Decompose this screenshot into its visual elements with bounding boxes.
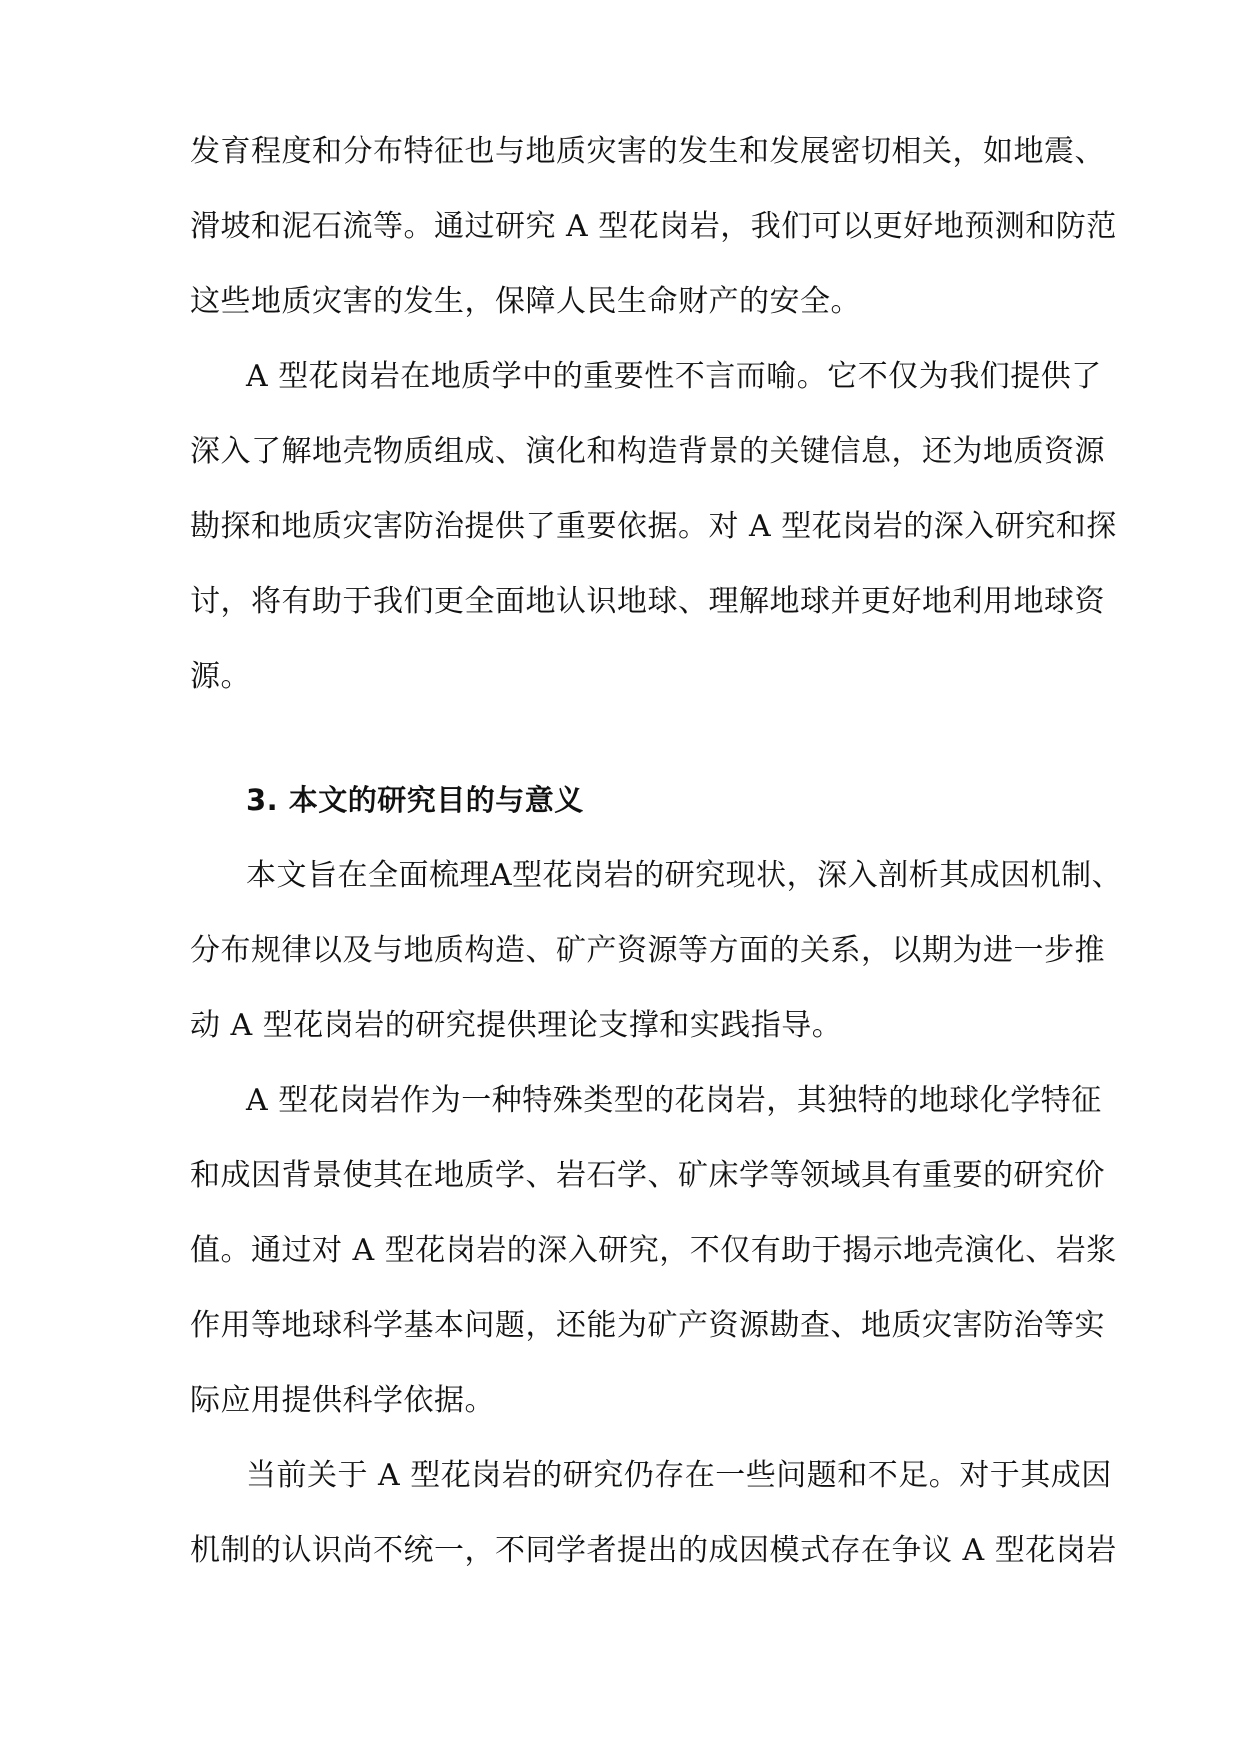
paragraph-4-line-5: 际应用提供科学依据。 [190,1383,495,1418]
paragraph-1-line-3: 这些地质灾害的发生，保障人民生命财产的安全。 [190,284,861,319]
paragraph-4-line-1: A 型花岗岩作为一种特殊类型的花岗岩，其独特的地球化学特征 [246,1083,1102,1118]
paragraph-1-line-1: 发育程度和分布特征也与地质灾害的发生和发展密切相关，如地震、 [190,134,1105,169]
paragraph-5-line-1: 当前关于 A 型花岗岩的研究仍存在一些问题和不足。对于其成因 [246,1458,1112,1493]
paragraph-3-line-2: 分布规律以及与地质构造、矿产资源等方面的关系，以期为进一步推 [190,933,1105,968]
paragraph-2-line-3: 勘探和地质灾害防治提供了重要依据。对 A 型花岗岩的深入研究和探 [190,509,1117,544]
paragraph-5-line-2: 机制的认识尚不统一，不同学者提出的成因模式存在争议 A 型花岗岩 [190,1533,1117,1568]
paragraph-3-line-3: 动 A 型花岗岩的研究提供理论支撑和实践指导。 [190,1008,843,1043]
paragraph-2-line-5: 源。 [190,659,251,694]
paragraph-4-line-3: 值。通过对 A 型花岗岩的深入研究，不仅有助于揭示地壳演化、岩浆 [190,1233,1117,1268]
paragraph-1-line-2: 滑坡和泥石流等。通过研究 A 型花岗岩，我们可以更好地预测和防范 [190,209,1117,244]
paragraph-3-line-1: 本文旨在全面梳理A型花岗岩的研究现状，深入剖析其成因机制、 [246,858,1123,893]
paragraph-2-line-1: A 型花岗岩在地质学中的重要性不言而喻。它不仅为我们提供了 [246,359,1102,394]
paragraph-4-line-4: 作用等地球科学基本问题，还能为矿产资源勘查、地质灾害防治等实 [190,1308,1105,1343]
paragraph-2-line-2: 深入了解地壳物质组成、演化和构造背景的关键信息，还为地质资源 [190,434,1105,469]
paragraph-4-line-2: 和成因背景使其在地质学、岩石学、矿床学等领域具有重要的研究价 [190,1158,1105,1193]
paragraph-2-line-4: 讨，将有助于我们更全面地认识地球、理解地球并更好地利用地球资 [190,584,1105,619]
section-heading: 3. 本文的研究目的与意义 [246,783,584,817]
